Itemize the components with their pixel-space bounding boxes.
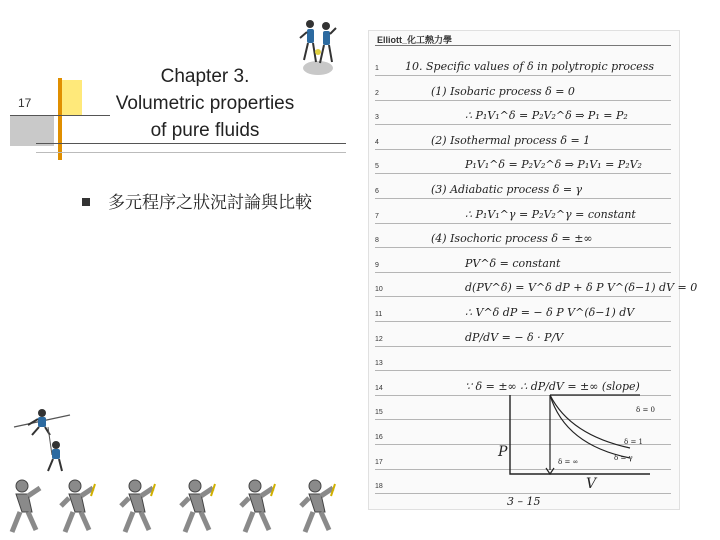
handwritten-text: (4) Isochoric process δ = ±∞ bbox=[431, 232, 593, 246]
handwritten-text: ∴ V^δ dP = − δ P V^(δ−1) dV bbox=[465, 306, 635, 319]
rope-climbers-icon bbox=[12, 405, 72, 477]
line-number: 2 bbox=[375, 89, 379, 97]
line-number: 8 bbox=[375, 237, 379, 245]
notebook-line bbox=[375, 322, 671, 347]
line-number: 9 bbox=[375, 261, 379, 269]
line-number: 18 bbox=[375, 483, 383, 491]
line-number: 10 bbox=[375, 286, 383, 294]
handwritten-text: dP/dV = − δ · P/V bbox=[465, 330, 564, 344]
divider bbox=[36, 152, 346, 153]
notebook-line bbox=[375, 100, 671, 125]
handwritten-text: PV^δ = constant bbox=[465, 256, 561, 270]
notebook-line bbox=[375, 272, 698, 297]
title-line: of pure fluids bbox=[150, 120, 260, 141]
notebook-line bbox=[375, 223, 671, 248]
handwritten-text: (3) Adiabatic process δ = γ bbox=[431, 183, 583, 196]
handwritten-text: ∴ P₁V₁^δ = P₂V₂^δ ⇒ P₁ = P₂ bbox=[465, 109, 628, 123]
line-number: 11 bbox=[375, 311, 383, 318]
handwritten-text: (2) Isothermal process δ = 1 bbox=[431, 133, 591, 147]
climbing-figures-icon bbox=[298, 18, 338, 76]
x-axis-label: V bbox=[586, 476, 597, 490]
handwritten-text: ∴ P₁V₁^γ = P₂V₂^γ = constant bbox=[465, 207, 636, 221]
pv-graph bbox=[490, 390, 660, 490]
line-number: 6 bbox=[375, 188, 379, 195]
notebook-line bbox=[375, 297, 671, 322]
notebook-line bbox=[375, 125, 671, 150]
notebook-header: Elliott_化工熱力學 bbox=[377, 35, 453, 45]
y-axis-label: P bbox=[498, 444, 508, 460]
handwritten-text: d(PV^δ) = V^δ dP + δ P V^(δ−1) dV = 0 bbox=[465, 281, 698, 295]
notebook-footer: 3 – 15 bbox=[507, 495, 541, 508]
line-number: 12 bbox=[375, 335, 383, 343]
notebook-line bbox=[375, 199, 671, 224]
divider bbox=[375, 45, 671, 46]
notebook-line bbox=[375, 149, 671, 174]
line-number: 5 bbox=[375, 163, 379, 171]
line-number: 13 bbox=[375, 360, 383, 368]
slide-accent-box-grey bbox=[10, 116, 54, 146]
slide-number: 17 bbox=[18, 96, 32, 110]
notebook-line bbox=[375, 51, 671, 76]
walking-figures-row bbox=[55, 478, 345, 536]
line-number: 7 bbox=[375, 212, 379, 220]
curve-label: δ = 0 bbox=[636, 406, 655, 414]
notebook-line bbox=[375, 346, 671, 371]
handwritten-text: (1) Isobaric process δ = 0 bbox=[431, 84, 575, 98]
bullet-text: 多元程序之狀況討論與比較 bbox=[108, 193, 312, 213]
line-number: 17 bbox=[375, 458, 383, 466]
line-number: 4 bbox=[375, 138, 379, 146]
handwritten-text: P₁V₁^δ = P₂V₂^δ ⇒ P₁V₁ = P₂V₂ bbox=[465, 158, 642, 172]
line-number: 1 bbox=[375, 65, 379, 72]
slide-title bbox=[95, 63, 315, 144]
handwritten-text: 10. Specific values of δ in polytropic process bbox=[405, 60, 654, 73]
notebook-line bbox=[375, 76, 671, 101]
line-number: 3 bbox=[375, 114, 379, 122]
title-line: Volumetric properties bbox=[115, 93, 295, 114]
title-line: Chapter 3. bbox=[160, 66, 250, 87]
notebook-line bbox=[375, 174, 671, 199]
bullet-icon bbox=[82, 198, 90, 206]
slide-accent-box bbox=[62, 80, 82, 115]
line-number: 15 bbox=[375, 409, 383, 417]
curve-label: δ = ∞ bbox=[558, 458, 579, 466]
walking-figure-icon bbox=[2, 478, 42, 536]
notebook-line bbox=[375, 248, 671, 273]
curve-label: δ = γ bbox=[614, 454, 633, 462]
line-number: 16 bbox=[375, 434, 383, 441]
line-number: 14 bbox=[375, 384, 383, 392]
handwritten-text: ∵ δ = ±∞ ∴ dP/dV = ±∞ (slope) bbox=[465, 379, 640, 393]
curve-label: δ = 1 bbox=[624, 438, 643, 446]
